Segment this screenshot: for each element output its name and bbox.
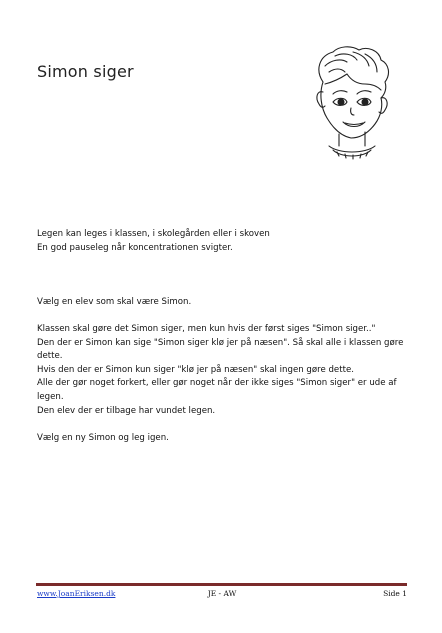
rules-line-7: Den elev der er tilbage har vundet legen.	[37, 405, 216, 416]
instructions-body	[37, 228, 412, 445]
intro-line-1: Legen kan leges i klassen, i skolegården eller i skoven	[37, 229, 270, 239]
intro-line-2: En god pauseleg når koncentrationen svigter.	[37, 242, 233, 253]
rules-line-1: Klassen skal gøre det Simon siger, men kun hvis der først siges "Simon siger.."	[37, 323, 376, 334]
footer-page-number: Side 1	[383, 589, 407, 598]
footer-center-text: JE - AW	[207, 589, 237, 598]
choose-simon-line: Vælg en elev som skal være Simon.	[37, 296, 192, 307]
page-title: Simon siger	[37, 62, 134, 81]
boy-face-illustration-icon	[295, 42, 405, 167]
rules-line-6: legen.	[37, 391, 64, 402]
footer-website-link[interactable]: www.JoanEriksen.dk	[37, 589, 116, 598]
rules-line-5: Alle der gør noget forkert, eller gør noget når der ikke siges "Simon siger" er ude af	[37, 378, 397, 389]
footer-divider	[36, 583, 407, 586]
rules-line-4: Hvis den der er Simon kun siger "klø jer på næsen" skal ingen gøre dette.	[37, 364, 354, 375]
restart-line: Vælg en ny Simon og leg igen.	[37, 432, 169, 443]
rules-line-3: dette.	[37, 351, 63, 362]
rules-line-2: Den der er Simon kan sige "Simon siger klø jer på næsen". Så skal alle i klassen gøre	[37, 337, 404, 348]
